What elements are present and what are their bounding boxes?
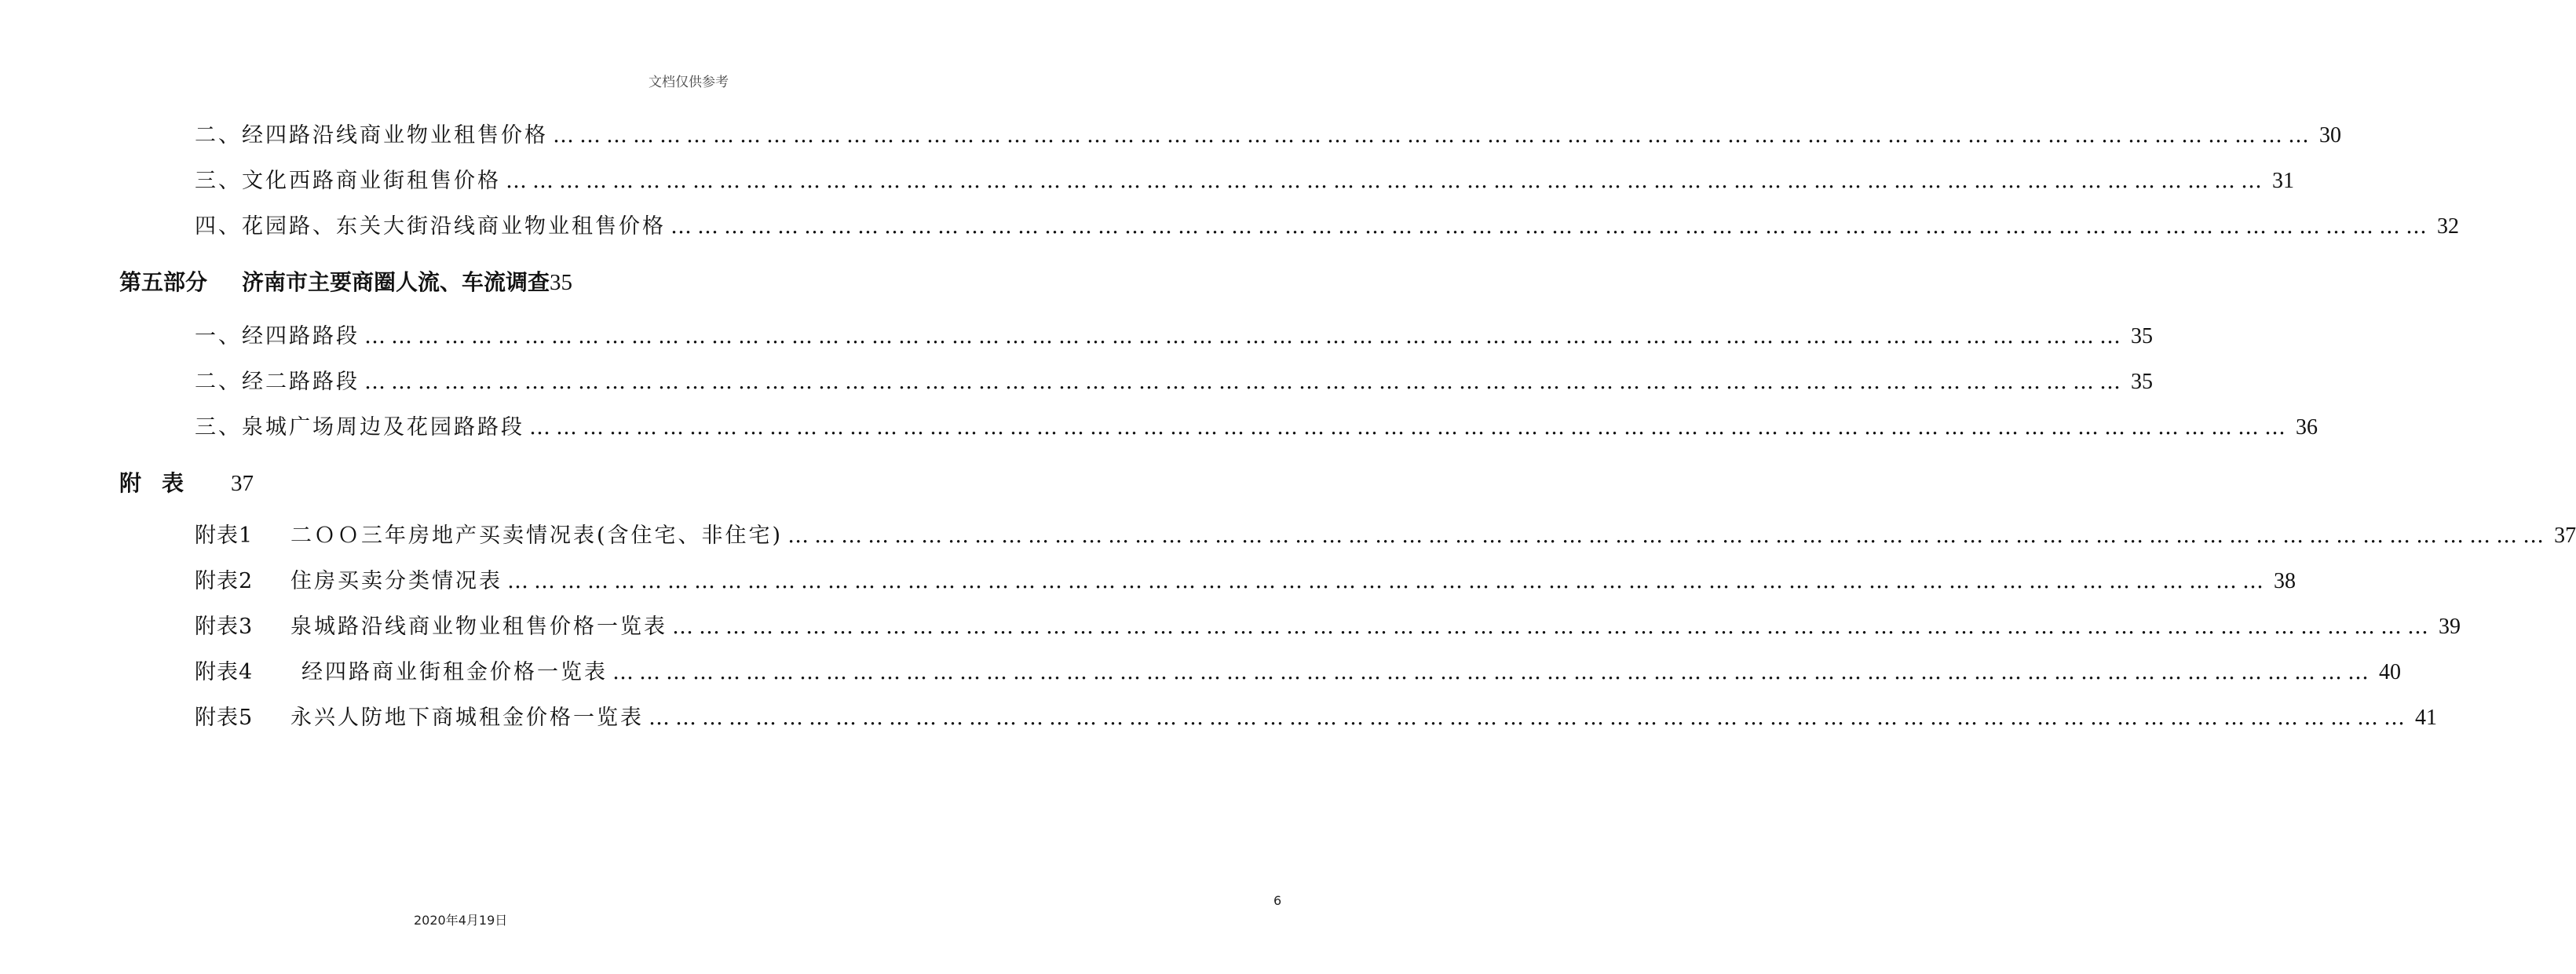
toc-entry-page: 41 [2415, 706, 2437, 730]
leader-dots: ……………………………………………………………………………………………………………………………………………………………………………… [364, 324, 2126, 348]
header-note: 文档仅供参考 [649, 75, 729, 90]
toc-entry-page: 38 [2274, 569, 2296, 593]
toc-entry[interactable] [195, 410, 2318, 440]
toc-entry-page: 35 [2131, 370, 2153, 394]
toc-entry[interactable] [195, 700, 2437, 731]
section-page: 35 [550, 270, 573, 295]
toc-entry-page: 35 [2131, 324, 2153, 348]
section-page: 37 [231, 471, 254, 496]
appendix-code: 附表2 [195, 569, 254, 593]
leader-dots: ……………………………………………………………………………………………………………………………………………………………………………… [364, 370, 2126, 394]
toc-entry-page: 39 [2439, 615, 2461, 639]
section-title: 济南市主要商圈人流、车流调查 [242, 269, 550, 295]
toc-entry-label: 一、经四路路段 [195, 324, 360, 348]
appendix-code: 附表4 [195, 660, 254, 684]
leader-dots: ……………………………………………………………………………………………………………………………………………………………………………… [529, 415, 2291, 440]
toc-entry-label: 二、经二路路段 [195, 370, 360, 394]
toc-entry-label [195, 518, 783, 549]
page-number: 6 [1273, 893, 1282, 908]
toc-entry-label [195, 609, 667, 640]
appendix-code: 附表1 [195, 523, 254, 548]
toc-section-part5[interactable] [119, 265, 572, 297]
toc-entry-label: 四、花园路、东关大街沿线商业物业租售价格 [195, 214, 666, 239]
appendix-code: 附表5 [195, 706, 254, 730]
toc-entry-page: 30 [2319, 123, 2341, 148]
leader-dots: ……………………………………………………………………………………………………………………………………………………………………………… [506, 169, 2267, 193]
toc-entry-label [195, 655, 608, 685]
leader-dots: ……………………………………………………………………………………………………………………………………………………………………………… [612, 660, 2374, 684]
toc-entry[interactable] [195, 518, 2576, 549]
appendix-title: 泉城路沿线商业物业租售价格一览表 [290, 615, 667, 639]
leader-dots: ……………………………………………………………………………………………………………………………………………………………………………… [672, 615, 2434, 639]
toc-entry-page: 36 [2296, 415, 2318, 440]
toc-entry-label [195, 700, 644, 731]
toc-entry[interactable] [195, 209, 2459, 239]
toc-entry[interactable] [195, 364, 2153, 395]
toc-entry-label: 三、文化西路商业街租售价格 [195, 169, 501, 193]
section-heading: 附表 [119, 470, 205, 496]
appendix-title: 住房买卖分类情况表 [290, 569, 502, 593]
toc-entry-page: 32 [2437, 214, 2459, 239]
leader-dots: ……………………………………………………………………………………………………………………………………………………………………………… [787, 523, 2550, 548]
appendix-code: 附表3 [195, 615, 254, 639]
appendix-title: 经四路商业街租金价格一览表 [301, 660, 608, 684]
toc-entry[interactable] [195, 609, 2461, 640]
toc-entry[interactable] [195, 655, 2401, 685]
toc-entry-page: 31 [2272, 169, 2294, 193]
toc-entry-page: 37 [2554, 523, 2576, 548]
footer-date: 2020年4月19日 [414, 913, 508, 928]
toc-entry[interactable] [195, 163, 2294, 194]
leader-dots: ……………………………………………………………………………………………………………………………………………………………………………… [649, 706, 2410, 730]
toc-entry[interactable] [195, 319, 2153, 349]
toc-entry[interactable] [195, 118, 2341, 148]
toc-entry-page: 40 [2379, 660, 2401, 684]
leader-dots: ……………………………………………………………………………………………………………………………………………………………………………… [507, 569, 2269, 593]
appendix-title: 永兴人防地下商城租金价格一览表 [290, 706, 644, 730]
appendix-title: 二ＯＯ三年房地产买卖情况表(含住宅、非住宅) [290, 523, 784, 548]
toc-section-appendix[interactable] [119, 466, 254, 498]
toc-entry-label: 二、经四路沿线商业物业租售价格 [195, 123, 548, 148]
section-heading: 第五部分 [119, 269, 208, 295]
leader-dots: ……………………………………………………………………………………………………………………………………………………………………………… [670, 214, 2432, 239]
toc-entry-label: 三、泉城广场周边及花园路路段 [195, 415, 524, 440]
toc-entry-label [195, 564, 502, 594]
leader-dots: ……………………………………………………………………………………………………………………………………………………………………………… [553, 123, 2315, 148]
toc-entry[interactable] [195, 564, 2296, 594]
